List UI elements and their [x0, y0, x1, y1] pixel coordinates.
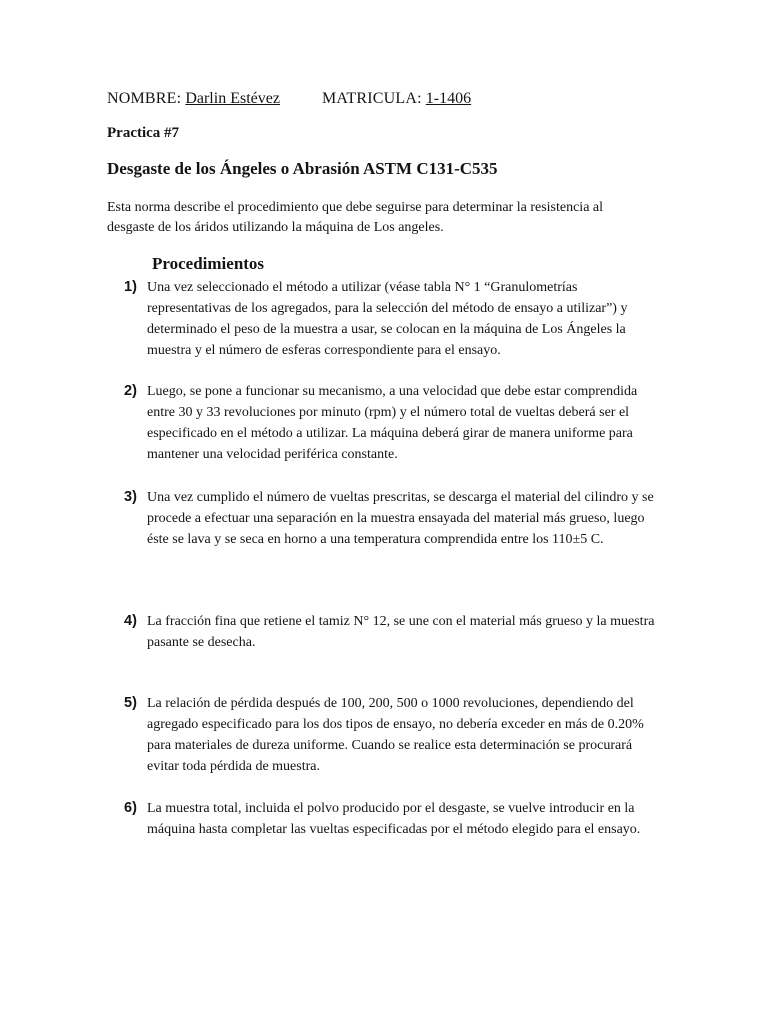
step-text: Una vez seleccionado el método a utilizar (véase tabla N° 1 “Granulometrías representativas de los agregados, para la selección del método de ensayo a utilizar”) y determinado el peso de la muestra a usar, se colocan en la máquina de Los Ángeles la muestra y el número de esferas correspondiente para el ensayo. — [147, 280, 628, 358]
document-title: Desgaste de los Ángeles o Abrasión ASTM C131-C535 — [107, 159, 498, 178]
step-number: 1) — [124, 279, 137, 295]
name-value: Darlin Estévez — [185, 90, 280, 107]
name-label: NOMBRE: — [107, 90, 182, 107]
section-heading: Procedimientos — [152, 254, 265, 273]
step-number: 6) — [124, 800, 137, 816]
step-text: Luego, se pone a funcionar su mecanismo, a una velocidad que debe estar comprendida entre 30 y 33 revoluciones por minuto (rpm) y el número total de vueltas deberá ser el especificado en el método a utilizar. La máquina deberá girar de manera uniforme para mantener una velocidad periférica constante. — [147, 384, 638, 462]
step-number: 3) — [124, 489, 137, 505]
id-value: 1-1406 — [425, 90, 472, 107]
step-text: La muestra total, incluida el polvo producido por el desgaste, se vuelve introducir en la máquina hasta completar las vueltas especificadas por el método elegido para el ensayo. — [147, 801, 641, 837]
step-number: 4) — [124, 613, 137, 629]
id-label: MATRICULA: — [322, 90, 422, 107]
practice-number: Practica #7 — [107, 125, 180, 141]
id-block — [322, 90, 471, 108]
student-header — [107, 90, 472, 108]
step-text: Una vez cumplido el número de vueltas prescritas, se descarga el material del cilindro y se procede a efectuar una separación en la muestra ensayada del material más grueso, luego éste se lava y se seca en horno a una temperatura comprendida entre los 110±5 C. — [147, 490, 654, 547]
intro-paragraph: Esta norma describe el procedimiento que debe seguirse para determinar la resistencia al desgaste de los áridos utilizando la máquina de Los angeles. — [107, 200, 604, 235]
step-text: La fracción fina que retiene el tamiz N° 12, se une con el material más grueso y la muestra pasante se desecha. — [147, 614, 655, 650]
step-number: 2) — [124, 383, 137, 399]
step-number: 5) — [124, 695, 137, 711]
step-text: La relación de pérdida después de 100, 200, 500 o 1000 revoluciones, dependiendo del agregado especificado para los dos tipos de ensayo, no debería exceder en más de 0.20% para materiales de dureza uniforme. Cuando se realice esta determinación se procurará evitar toda pérdida de muestra. — [147, 696, 644, 774]
